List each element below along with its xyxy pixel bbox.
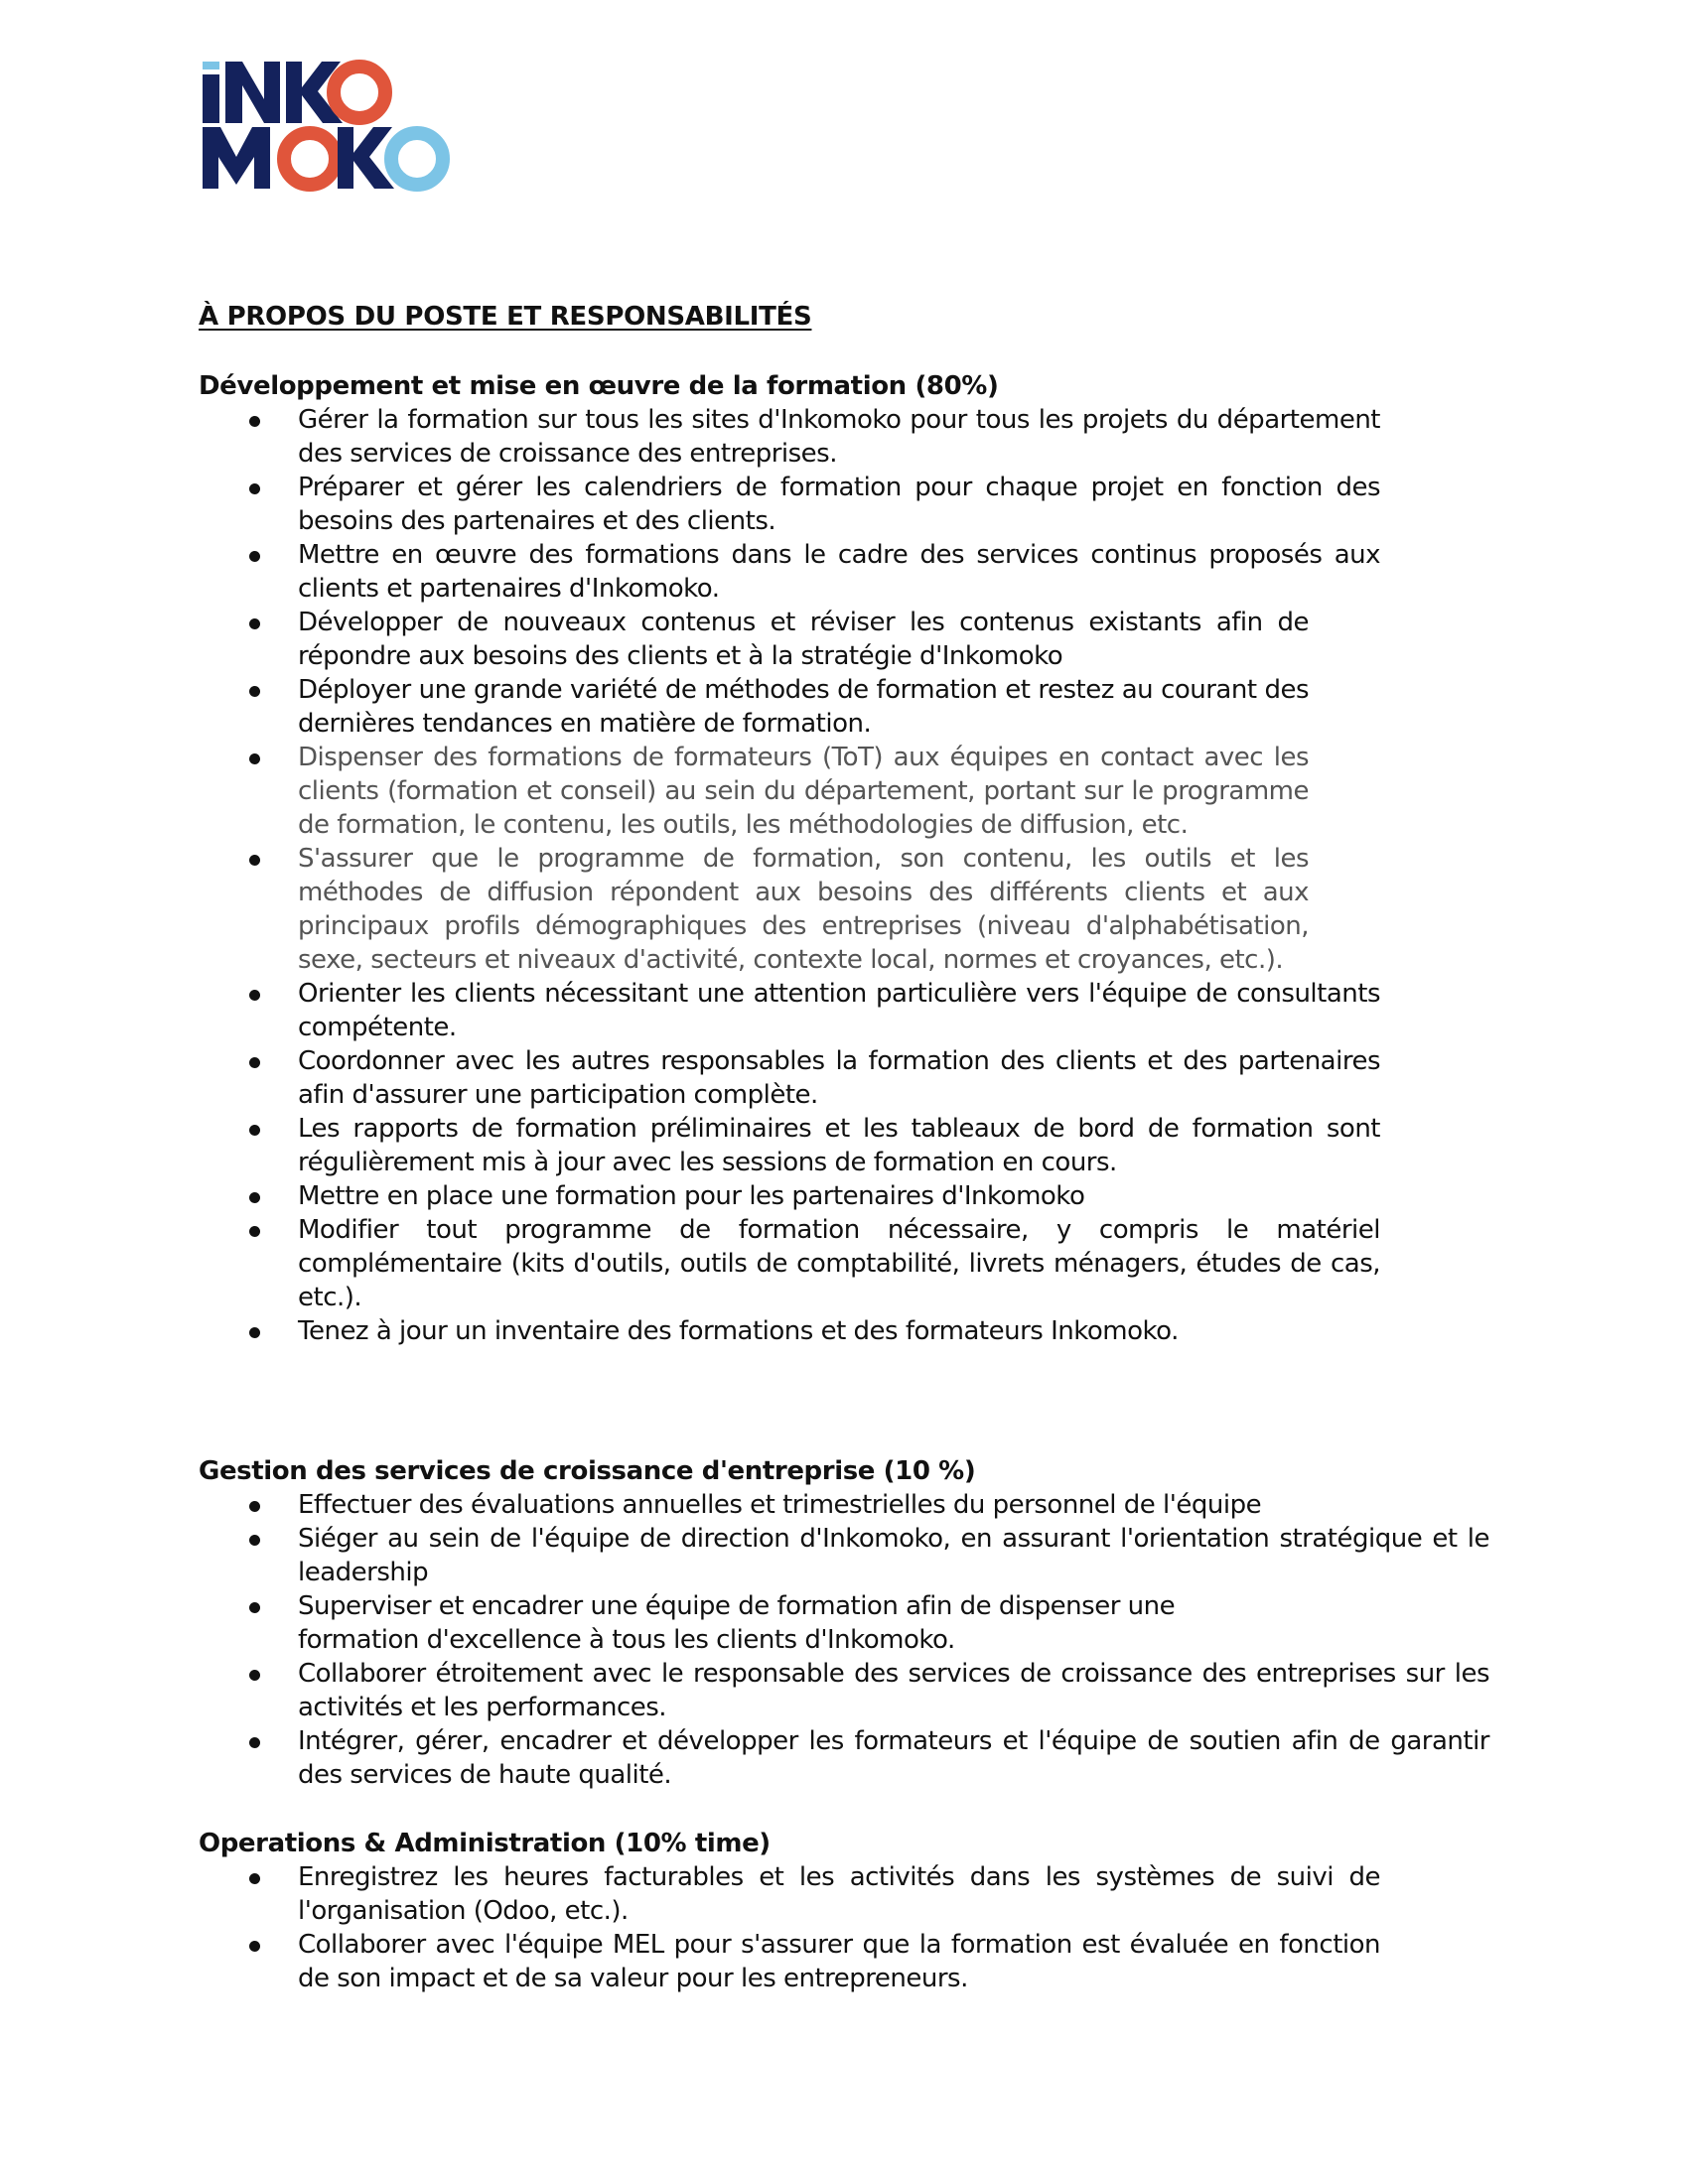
bullet-icon	[249, 618, 260, 629]
page-title: À PROPOS DU POSTE ET RESPONSABILITÉS	[199, 302, 812, 332]
section-title: Operations & Administration (10% time)	[199, 1829, 771, 1858]
bullet-icon	[249, 1602, 260, 1613]
inkomoko-logo	[199, 58, 452, 192]
list-item: Développer de nouveaux contenus et réviser les contenus existants afin de répondre aux besoins des clients et à la stratégie d'Inkomoko	[199, 606, 1380, 673]
list-item: Superviser et encadrer une équipe de formation afin de dispenser une formation d'excellence à tous les clients d'Inkomoko.	[199, 1589, 1489, 1657]
list-item: Effectuer des évaluations annuelles et trimestrielles du personnel de l'équipe	[199, 1488, 1489, 1522]
bullet-icon	[249, 483, 260, 494]
bullet-list	[199, 403, 1380, 1348]
bullet-icon	[249, 753, 260, 764]
list-item: S'assurer que le programme de formation, son contenu, les outils et les méthodes de diffusion répondent aux besoins des différents clients et aux principaux profils démographiques des entreprises (niveau d'alphabétisation, sexe, secteurs et niveaux d'activité, contexte local, normes et croyances, etc.).	[199, 842, 1380, 977]
list-item: Coordonner avec les autres responsables la formation des clients et des partenaires afin d'assurer une participation complète.	[199, 1044, 1380, 1112]
list-item: Collaborer avec l'équipe MEL pour s'assurer que la formation est évaluée en fonction de son impact et de sa valeur pour les entrepreneurs.	[199, 1928, 1380, 1995]
list-item: Orienter les clients nécessitant une attention particulière vers l'équipe de consultants compétente.	[199, 977, 1380, 1044]
bullet-icon	[249, 551, 260, 562]
list-item: Les rapports de formation préliminaires et les tableaux de bord de formation sont régulièrement mis à jour avec les sessions de formation en cours.	[199, 1112, 1380, 1179]
inkomoko-logo-graphic	[199, 58, 452, 192]
section-title: Développement et mise en œuvre de la formation (80%)	[199, 371, 999, 401]
list-item: Collaborer étroitement avec le responsable des services de croissance des entreprises sur les activités et les performances.	[199, 1657, 1489, 1724]
bullet-icon	[249, 855, 260, 866]
bullet-icon	[249, 686, 260, 697]
bullet-icon	[249, 1327, 260, 1338]
bullet-list	[199, 1488, 1489, 1792]
list-item: Intégrer, gérer, encadrer et développer les formateurs et l'équipe de soutien afin de garantir des services de haute qualité.	[199, 1724, 1489, 1792]
bullet-icon	[249, 1737, 260, 1748]
section-title: Gestion des services de croissance d'entreprise (10 %)	[199, 1456, 976, 1486]
bullet-icon	[249, 1192, 260, 1203]
list-item: Gérer la formation sur tous les sites d'Inkomoko pour tous les projets du département des services de croissance des entreprises.	[199, 403, 1380, 471]
list-item: Dispenser des formations de formateurs (ToT) aux équipes en contact avec les clients (formation et conseil) au sein du département, portant sur le programme de formation, le contenu, les outils, les méthodologies de diffusion, etc.	[199, 741, 1380, 842]
list-item: Tenez à jour un inventaire des formations et des formateurs Inkomoko.	[199, 1314, 1380, 1348]
bullet-icon	[249, 1125, 260, 1136]
list-item: Siéger au sein de l'équipe de direction d'Inkomoko, en assurant l'orientation stratégique et le leadership	[199, 1522, 1489, 1589]
bullet-icon	[249, 1501, 260, 1512]
list-item: Déployer une grande variété de méthodes de formation et restez au courant des dernières tendances en matière de formation.	[199, 673, 1380, 741]
bullet-icon	[249, 1535, 260, 1546]
section-training-development	[199, 369, 1380, 1348]
list-item: Préparer et gérer les calendriers de formation pour chaque projet en fonction des besoins des partenaires et des clients.	[199, 471, 1380, 538]
bullet-icon	[249, 1941, 260, 1952]
bullet-icon	[249, 1670, 260, 1681]
list-item: Mettre en place une formation pour les partenaires d'Inkomoko	[199, 1179, 1380, 1213]
section-business-growth-management	[199, 1454, 1489, 1792]
bullet-icon	[249, 1226, 260, 1237]
bullet-icon	[249, 1057, 260, 1068]
list-item: Mettre en œuvre des formations dans le cadre des services continus proposés aux clients et partenaires d'Inkomoko.	[199, 538, 1380, 606]
list-item: Modifier tout programme de formation nécessaire, y compris le matériel complémentaire (kits d'outils, outils de comptabilité, livrets ménagers, études de cas, etc.).	[199, 1213, 1380, 1314]
bullet-list	[199, 1860, 1380, 1995]
list-item: Enregistrez les heures facturables et les activités dans les systèmes de suivi de l'organisation (Odoo, etc.).	[199, 1860, 1380, 1928]
section-operations-administration	[199, 1827, 1380, 1995]
bullet-icon	[249, 416, 260, 427]
bullet-icon	[249, 990, 260, 1001]
bullet-icon	[249, 1873, 260, 1884]
